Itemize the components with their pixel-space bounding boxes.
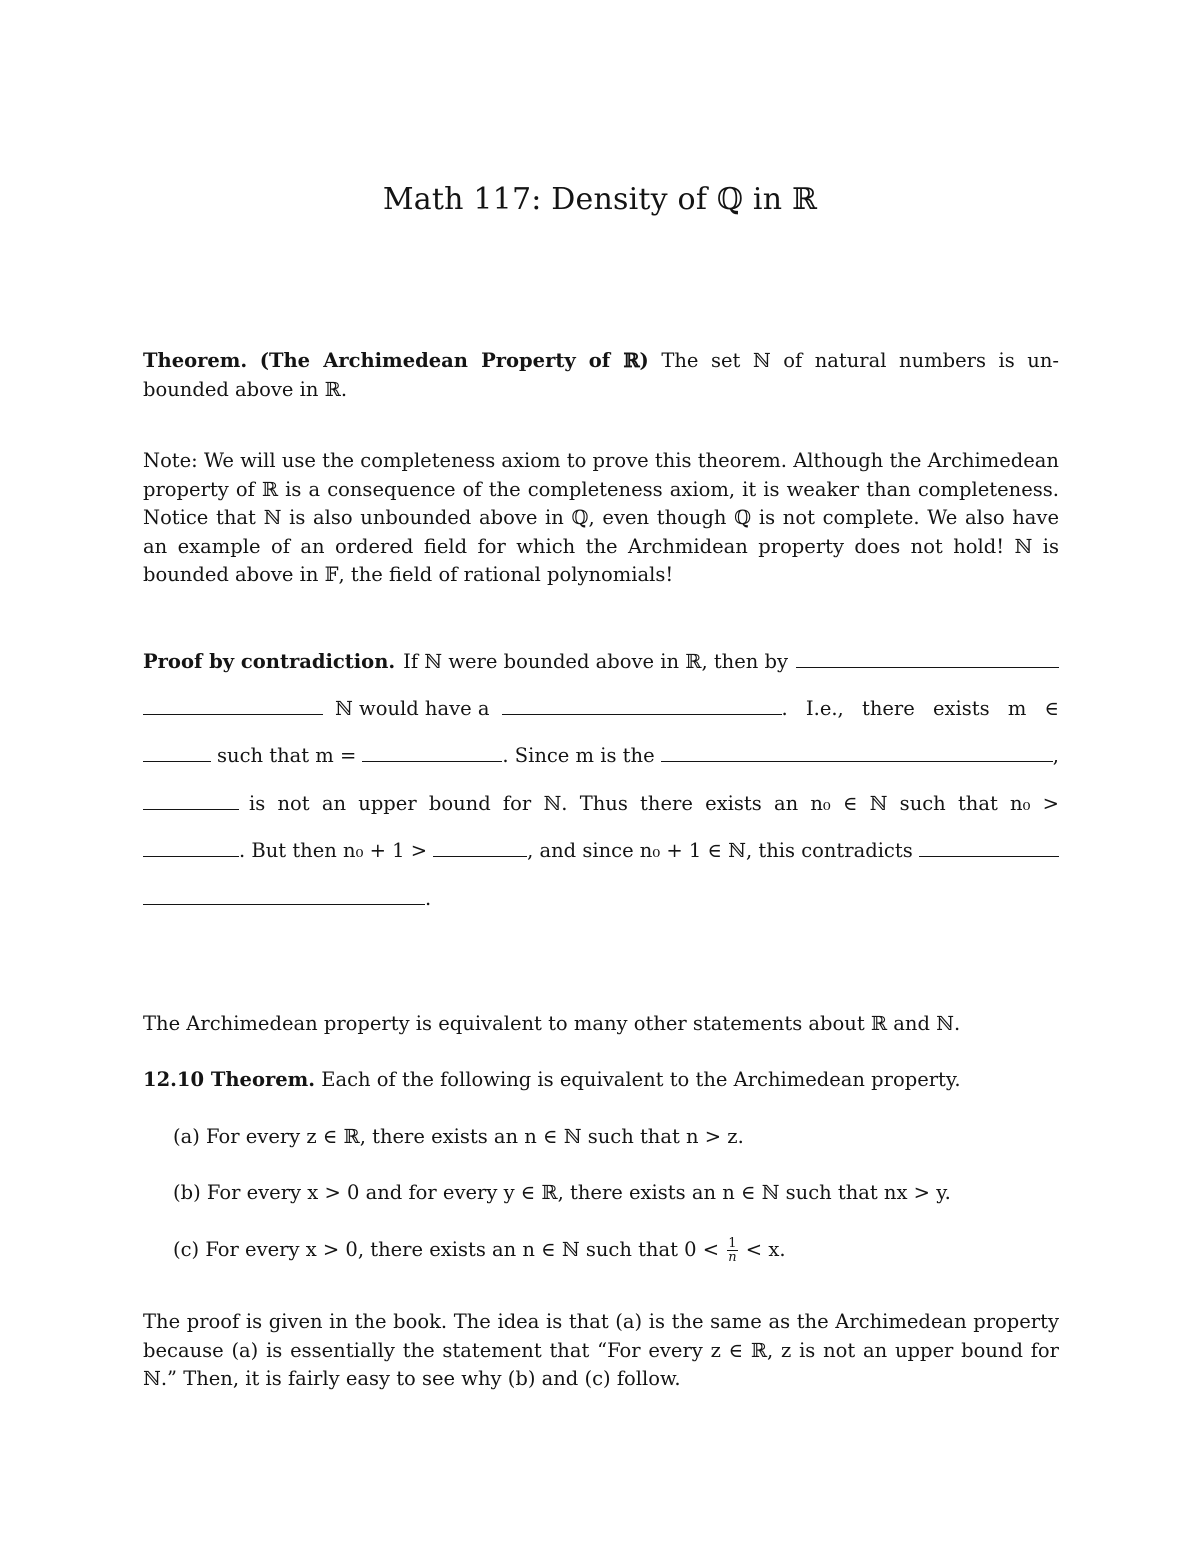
list-item-c-tail: < x.	[745, 1238, 786, 1261]
proof-line-4-text: is not an upper bound for ℕ. Thus there exists an n₀ ∈ ℕ such that n₀ >	[249, 791, 1059, 815]
proof-line-5-text-b: , and since n₀ + 1 ∈ ℕ, this contradicts	[527, 838, 913, 862]
equivalence-intro: The Archimedean property is equivalent to many other statements about ℝ and ℕ.	[143, 1012, 961, 1035]
theorem-block	[143, 347, 1059, 404]
proof-line-1-text: If ℕ were bounded above in ℝ, then by	[403, 649, 789, 673]
list-item-a: (a) For every z ∈ ℝ, there exists an n ∈ ℕ such that n > z.	[173, 1125, 744, 1148]
proof-line-6-text: .	[425, 886, 432, 910]
theorem-text: The set ℕ of natural numbers is un-bounded above in ℝ.	[143, 349, 1060, 401]
proof-line-3-text-c: ,	[1052, 743, 1059, 767]
list-item-c	[173, 1237, 786, 1264]
proof-line-3	[143, 743, 1059, 767]
proof-line-3-text-b: . Since m is the	[502, 743, 655, 767]
proof-blank-6[interactable]	[661, 743, 1053, 762]
fraction-one-over-n	[727, 1237, 737, 1264]
page-title: Math 117: Density of ℚ in ℝ	[382, 182, 818, 217]
proof-label: Proof by contradiction.	[143, 649, 396, 673]
proof-line-4	[143, 791, 1059, 815]
theorem-12-10-text: Each of the following is equivalent to the Archimedean property.	[321, 1068, 961, 1091]
proof-blank-10[interactable]	[919, 838, 1059, 857]
proof-line-6	[143, 886, 1059, 910]
theorem-name: (The Archimedean Property of ℝ)	[259, 349, 649, 372]
proof-line-5-text-a: . But then n₀ + 1 >	[239, 838, 428, 862]
proof-line-5	[143, 838, 1059, 862]
proof-line-1	[143, 649, 1059, 673]
note-text: Note: We will use the completeness axiom to prove this theorem. Although the Archimedean property of ℝ is a consequence of the completeness axiom, it is weaker than completeness. Notice that ℕ is also unbounded above in ℚ, even though ℚ is not complete. We also have an example of an ordered field for which the Archmidean property does not hold! ℕ is bounded above in 𝔽, the field of rational polynomials!	[143, 449, 1059, 586]
closing-text: The proof is given in the book. The idea is that (a) is the same as the Archimedean property because (a) is essentially the statement that “For every z ∈ ℝ, z is not an upper bound for ℕ.” Then, it is fairly easy to see why (b) and (c) follow.	[143, 1310, 1059, 1390]
list-item-b: (b) For every x > 0 and for every y ∈ ℝ, there exists an n ∈ ℕ such that nx > y.	[173, 1181, 951, 1204]
proof-blank-7[interactable]	[143, 791, 239, 810]
proof-blank-9[interactable]	[433, 838, 527, 857]
proof-line-2-text-a: ℕ would have a	[335, 696, 490, 720]
proof-blank-3[interactable]	[502, 696, 782, 715]
theorem-12-10	[143, 1068, 1059, 1091]
proof-blank-11[interactable]	[143, 886, 425, 905]
proof-blank-5[interactable]	[362, 743, 502, 762]
fraction-denominator: n	[728, 1250, 737, 1265]
theorem-label: Theorem.	[143, 349, 248, 372]
proof-line-2-text-b: . I.e., there exists m ∈	[781, 696, 1059, 720]
proof-line-3-text-a: such that m =	[217, 743, 357, 767]
proof-blank-8[interactable]	[143, 838, 239, 857]
list-item-c-text: (c) For every x > 0, there exists an n ∈ ℕ such that 0 <	[173, 1238, 720, 1261]
proof-blank-4[interactable]	[143, 743, 211, 762]
proof-blank-1[interactable]	[796, 649, 1059, 668]
fraction-numerator: 1	[728, 1236, 737, 1251]
theorem-12-10-label: 12.10 Theorem.	[143, 1068, 316, 1091]
note-block	[143, 447, 1059, 590]
closing-paragraph	[143, 1308, 1059, 1394]
proof-blank-2[interactable]	[143, 696, 323, 715]
proof-line-2	[143, 696, 1059, 720]
